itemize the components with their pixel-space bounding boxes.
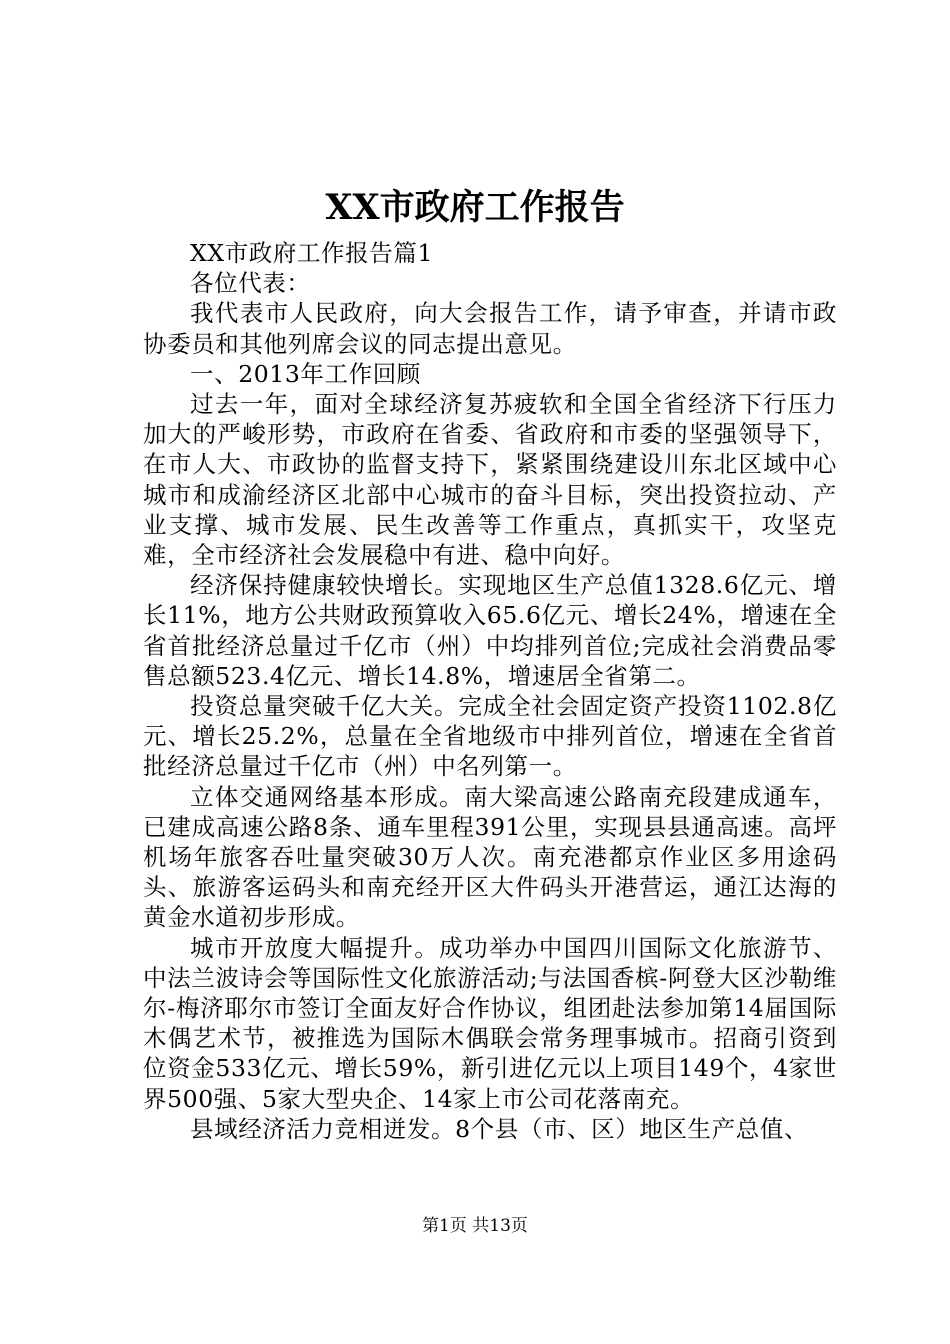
paragraph: 我代表市人民政府，向大会报告工作，请予审查，并请市政协委员和其他列席会议的同志提出意见。 — [143, 299, 837, 358]
section-heading: XX市政府工作报告篇1 — [190, 239, 434, 267]
salutation: 各位代表： — [190, 269, 311, 298]
section-subheading: 一、2013年工作回顾 — [190, 359, 421, 388]
paragraph: 县域经济活力竞相迸发。8个县（市、区）地区生产总值、 — [190, 1114, 809, 1143]
paragraph: 过去一年，面对全球经济复苏疲软和全国全省经济下行压力加大的严峻形势，市政府在省委、省政府和市委的坚强领导下，在市人大、市政协的监督支持下，紧紧围绕建设川东北区域中心城市和成渝经济区北部中心城市的奋斗目标，突出投资拉动、产业支撑、城市发展、民生改善等工作重点，真抓实干，攻坚克难，全市经济社会发展稳中有进、稳中向好。 — [143, 390, 837, 570]
document-title: XX市政府工作报告 — [325, 187, 625, 228]
paragraph: 立体交通网络基本形成。南大梁高速公路南充段建成通车，已建成高速公路8条、通车里程391公里，实现县县通高速。高坪机场年旅客吞吐量突破30万人次。南充港都京作业区多用途码头、旅游客运码头和南充经开区大件码头开港营运，通江达海的黄金水道初步形成。 — [143, 782, 837, 932]
page-footer: 第1页 共13页 — [422, 1216, 528, 1236]
paragraph: 投资总量突破千亿大关。完成全社会固定资产投资1102.8亿元、增长25.2%，总量在全省地级市中排列首位，增速在全省首批经济总量过千亿市（州）中名列第一。 — [143, 692, 837, 781]
document-body — [143, 238, 837, 1144]
paragraph: 经济保持健康较快增长。实现地区生产总值1328.6亿元、增长11%，地方公共财政预算收入65.6亿元、增长24%，增速在全省首批经济总量过千亿市（州）中均排列首位;完成社会消费品零售总额523.4亿元、增长14.8%，增速居全省第二。 — [143, 571, 837, 690]
paragraph: 城市开放度大幅提升。成功举办中国四川国际文化旅游节、中法兰波诗会等国际性文化旅游活动;与法国香槟-阿登大区沙勒维尔-梅济耶尔市签订全面友好合作协议，组团赴法参加第14届国际木偶艺术节，被推选为国际木偶联会常务理事城市。招商引资到位资金533亿元、增长59%，新引进亿元以上项目149个，4家世界500强、5家大型央企、14家上市公司花落南充。 — [143, 933, 837, 1113]
